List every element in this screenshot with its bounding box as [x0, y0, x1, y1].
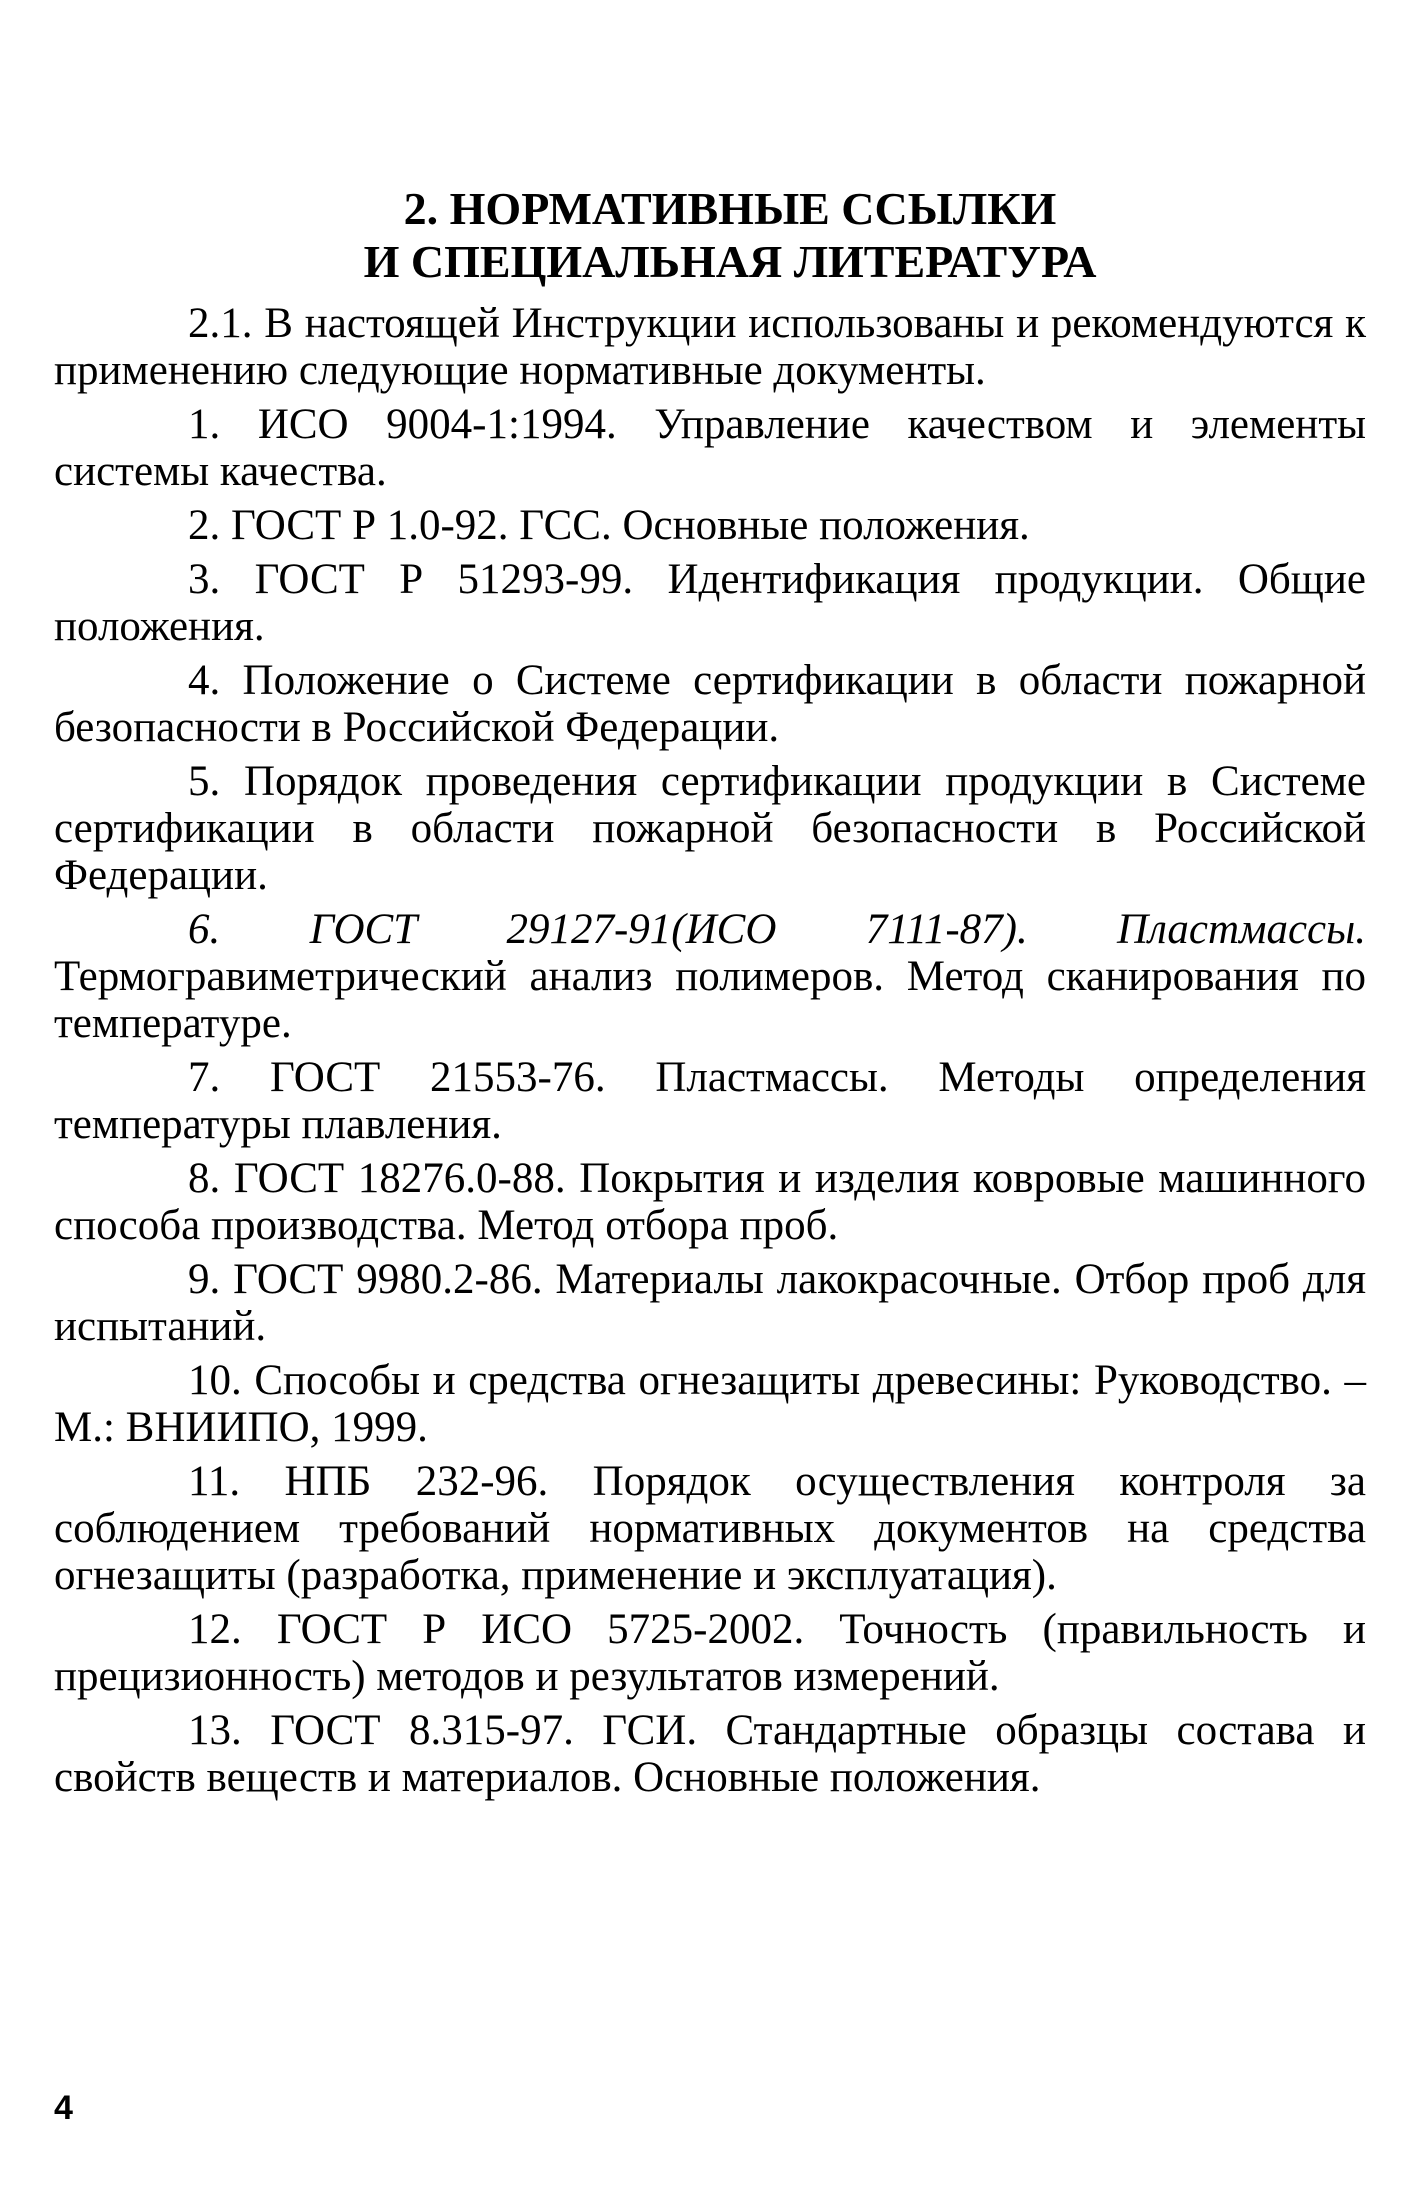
section-heading — [54, 182, 1366, 288]
intro-paragraph: 2.1. В настоящей Инструкции использованы и рекомендуются к применению следующие нормативные документы. — [54, 300, 1366, 394]
section-heading-line-1: 2. НОРМАТИВНЫЕ ССЫЛКИ — [403, 183, 1057, 234]
reference-item-6-rest: Термогравиметрический анализ полимеров. Метод сканирования по температуре. — [54, 953, 1366, 1047]
reference-item-1: 1. ИСО 9004-1:1994. Управление качеством и элементы системы качества. — [54, 401, 1366, 495]
section-heading-line-2: И СПЕЦИАЛЬНАЯ ЛИТЕРАТУРА — [363, 236, 1097, 287]
page-number: 4 — [54, 2089, 73, 2127]
reference-item-6-lead: 6. ГОСТ 29127-91(ИСО 7111-87). Пластмассы. — [188, 906, 1366, 953]
reference-item-6 — [54, 906, 1366, 1047]
reference-item-5: 5. Порядок проведения сертификации продукции в Системе сертификации в области пожарной безопасности в Российской Федерации. — [54, 758, 1366, 899]
document-page — [54, 182, 1366, 1808]
reference-item-9: 9. ГОСТ 9980.2-86. Материалы лакокрасочные. Отбор проб для испытаний. — [54, 1256, 1366, 1350]
reference-item-12: 12. ГОСТ Р ИСО 5725-2002. Точность (правильность и прецизионность) методов и результатов измерений. — [54, 1606, 1366, 1700]
reference-item-4: 4. Положение о Системе сертификации в области пожарной безопасности в Российской Федерации. — [54, 657, 1366, 751]
reference-item-3: 3. ГОСТ Р 51293-99. Идентификация продукции. Общие положения. — [54, 556, 1366, 650]
reference-item-10: 10. Способы и средства огнезащиты древесины: Руководство. – М.: ВНИИПО, 1999. — [54, 1357, 1366, 1451]
reference-item-8: 8. ГОСТ 18276.0-88. Покрытия и изделия ковровые машинного способа производства. Метод отбора проб. — [54, 1155, 1366, 1249]
reference-item-2: 2. ГОСТ Р 1.0-92. ГСС. Основные положения. — [188, 502, 1030, 549]
reference-item-11: 11. НПБ 232-96. Порядок осуществления контроля за соблюдением требований нормативных документов на средства огнезащиты (разработка, применение и эксплуатация). — [54, 1458, 1366, 1599]
reference-item-13: 13. ГОСТ 8.315-97. ГСИ. Стандартные образцы состава и свойств веществ и материалов. Основные положения. — [54, 1707, 1366, 1801]
reference-item-7: 7. ГОСТ 21553-76. Пластмассы. Методы определения температуры плавления. — [54, 1054, 1366, 1148]
